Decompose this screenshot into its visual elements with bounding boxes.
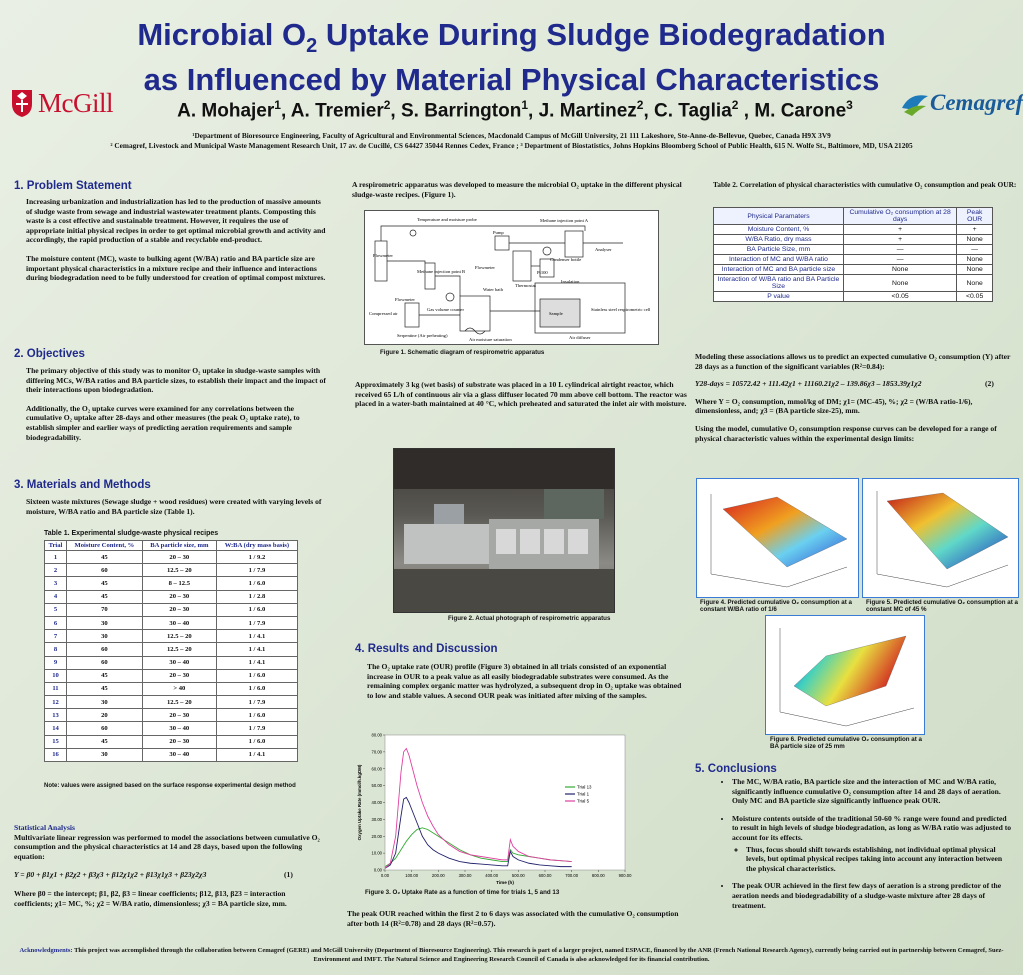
figure-4-caption: Figure 4. Predicted cumulative O₂ consumption at a constant W/BA ratio of 1/6 [700,599,852,613]
table-cell: 1 / 7.9 [216,564,297,577]
table-cell: 20 [67,709,143,722]
table-row [45,735,298,748]
table-row [45,590,298,603]
cemagref-logo: Cemagref [900,88,1010,122]
author-affiliation-mark: 2 [731,98,739,112]
section-1-heading: 1. Problem Statement [14,180,132,192]
schem-label: Insulation [561,279,580,284]
table-cell: 60 [67,656,143,669]
table-cell: 1 / 6.0 [216,669,297,682]
figure-5-caption: Figure 5. Predicted cumulative O₂ consumption at a constant MC of 45 % [866,599,1018,613]
y-tick-label: 50.00 [371,783,382,789]
x-tick-label: 200.00 [431,873,445,878]
y-tick-label: 30.00 [371,816,382,822]
table-cell: 1 / 7.9 [216,696,297,709]
author-name: A. Mohajer [177,100,275,122]
table-row [45,722,298,735]
table-cell: 4 [45,590,67,603]
table-row [45,643,298,656]
table-1-title: Table 1. Experimental sludge-waste physical recipes [44,530,219,537]
table-cell: > 40 [142,682,216,695]
x-tick-label: 800.00 [591,873,605,878]
table-cell: 9 [45,656,67,669]
table-2-title: Table 2. Correlation of physical characteristics with cumulative O₂ consumption and peak OUR: [713,180,1017,189]
table-cell: 12.5 – 20 [142,643,216,656]
table-row [714,265,993,275]
author-affiliation-mark: 1 [521,98,529,112]
table-2-header: Physical Paramaters [714,208,844,225]
stat-heading: Statistical Analysis [14,823,75,832]
conclusions [718,777,1013,918]
figure-3-caption: Figure 3. O₂ Uptake Rate as a function of time for trials 1, 5 and 13 [365,889,560,896]
table-cell: + [957,225,993,235]
figure-6-surface [765,615,925,735]
table-cell: Interaction of MC and BA particle size [714,265,844,275]
table-row [45,551,298,564]
table-row [45,709,298,722]
schem-label: Condenser bottle [550,257,582,262]
schem-label: Gas volume counter [427,307,464,312]
schem-label: Flowmeter [475,265,495,270]
table-cell: 11 [45,682,67,695]
conclusion-subitem: ◦ Thus, focus should shift towards establishing, not individual optimal physical levels, but optimal physical recipes taking into account any interaction between the physical characteristics. [746,845,1013,874]
table-cell: 12.5 – 20 [142,564,216,577]
x-tick-label: 100.00 [405,873,419,878]
table-cell: 1 / 7.9 [216,616,297,629]
table-cell: 20 – 30 [142,551,216,564]
table-cell: 45 [67,682,143,695]
table-cell: 30 – 40 [142,748,216,761]
schem-label: Stainless steel respirometric cell [591,307,651,312]
table-row [45,630,298,643]
x-tick-label: 300.00 [458,873,472,878]
legend-entry: Trial 1 [577,791,590,797]
statistical-analysis: Statistical Analysis Multivariate linear regression was performed to model the associations between cumulative O₂ consumption and the physical characteristics at 14 and 28 days, based upon the following equation: Y = β0 + β1χ1 + β2χ2 + β3χ3 + β12χ1χ2 + β13χ1χ3 + β23χ2χ3 (1) Where β0 = the intercept; β1, β2, β3 = linear coefficients; β12, β13, β23 = interaction coefficients; χ1= MC, %; χ2 = W/BA ratio, dimensionless; χ3 = BA particle size, mm. [14,823,324,908]
table-cell: <0.05 [957,292,993,302]
table-cell: 1 / 2.8 [216,590,297,603]
y-tick-label: 10.00 [371,850,382,856]
table-2-header: Cumulative O₂ consumption at 28 days [843,208,956,225]
schem-label: Air moisture saturation [469,337,512,342]
table-cell: — [957,245,993,255]
table-1-header: Trial [45,541,67,551]
table-row [45,682,298,695]
table-cell: 30 – 40 [142,616,216,629]
table-cell: 30 – 40 [142,722,216,735]
author-name: , S. Barrington [390,100,522,122]
equation-1: Y = β0 + β1χ1 + β2χ2 + β3χ3 + β12χ1χ2 + β13χ1χ3 + β23χ2χ3 (1) [14,870,293,880]
table-cell: 1 / 6.0 [216,603,297,616]
table-cell: 20 – 30 [142,735,216,748]
table-cell: None [957,255,993,265]
mcgill-logo: McGill [10,88,140,120]
table-cell: None [843,265,956,275]
problem-statement-text: Increasing urbanization and industrialization has led to the production of massive amounts of sludge waste from sewage and industrial wastewater treatment plants. Composting this waste is a cost effective and sustainable treatment. However, it requires the use of appropriate initial physical recipes in order to get optimal microbial growth and activity and accordingly, the rapid production of a stable and recyclable end-product. The moisture content (MC), waste to bulking agent (W/BA) ratio and BA particle size are important physical characteristics in a mixture recipe and their influence and interactions during biodegradation need to be fully understood for creation of optimal compost mixtures. [26,197,326,283]
table-cell: 13 [45,709,67,722]
figure-1-schematic [364,210,659,345]
y-tick-label: 0.00 [373,867,382,873]
y-tick-label: 40.00 [371,800,382,805]
table-cell: <0.05 [843,292,956,302]
section-3-heading: 3. Materials and Methods [14,479,151,491]
affiliation-2: ² Cemagref, Livestock and Municipal Waste Management Research Unit, 17 av. de Cucillé, CS 64427 35044 Rennes Cedex, France ; ³ Department of Biostatistics, Johns Hopkins Bloomberg School of Public Health, 615 N. Wolfe St., Baltimore, MD, USA 21205 [110,141,913,150]
table-row [714,245,993,255]
table-cell: 60 [67,722,143,735]
table-cell: None [957,265,993,275]
monitor-shape [434,504,464,526]
author-name: , C. Taglia [643,100,732,122]
table-cell: 45 [67,551,143,564]
table-cell: 30 [67,696,143,709]
y-axis-label: Oxygen Uptake Rate (mmol/h.kgDM) [357,764,362,841]
table-cell: 1 / 9.2 [216,551,297,564]
table-cell: 1 / 6.0 [216,682,297,695]
table-2-header: Peak OUR [957,208,993,225]
schem-label: Flowmeter [395,297,415,302]
poster-title: Microbial $O_2$ Uptake During Sludge Biodegradation as Influenced by Material Physical Characteristics [137,17,886,98]
table-row [45,656,298,669]
author-name: , M. Carone [738,100,847,122]
table-row [714,292,993,302]
x-tick-label: 500.00 [511,873,525,878]
table-row [45,616,298,629]
table-cell: 3 [45,577,67,590]
table-row [45,577,298,590]
table-cell: 20 – 30 [142,603,216,616]
schem-label: Temperature and moisture probe [417,217,477,222]
table-cell: W/BA Ratio, dry mass [714,235,844,245]
table-cell: 30 [67,630,143,643]
table-1 [44,540,298,762]
table-cell: 1 / 4.1 [216,748,297,761]
table-row [714,255,993,265]
table-cell: 14 [45,722,67,735]
apparatus-intro: A respirometric apparatus was developed to measure the microbial O₂ uptake in the different physical sludge-waste recipes. (Figure 1). [352,180,682,199]
table-row [714,235,993,245]
table-cell: 45 [67,669,143,682]
conclusion-item: • The MC, W/BA ratio, BA particle size and the interaction of MC and W/BA ratio, significantly influence cumulative O₂ consumption after 14 and 28 days of aeration. Only MC and BA particle size significantly influence peak OUR. [732,777,1013,806]
author-affiliation-mark: 2 [383,98,391,112]
schem-label: Methane injection point A [540,218,589,223]
table-row [714,275,993,292]
table-cell: 70 [67,603,143,616]
table-1-note: Note: values were assigned based on the surface response experimental design method [44,783,296,789]
legend-entry: Trial 13 [577,784,592,790]
table-1-header: BA particle size, mm [142,541,216,551]
table-cell: 30 [67,748,143,761]
conclusion-item: • Moisture contents outside of the traditional 50-60 % range were found and predicted to result in high levels of sludge biodegradation, as long as W/BA ratio was adjusted to account for its effects. ◦ Thus, focus should shift towards establishing, not individual optimal physical levels, but optimal physical recipes taking into account any interaction between the physical characteristics. [732,814,1013,874]
table-cell: 1 / 6.0 [216,709,297,722]
table-cell: 20 – 30 [142,709,216,722]
table-cell: 1 / 6.0 [216,735,297,748]
table-cell: 20 – 30 [142,590,216,603]
x-tick-label: 400.00 [485,873,499,878]
x-axis-label: Time (h) [496,880,514,885]
schem-label: Air diffuser [569,335,591,340]
table-cell: 1 / 6.0 [216,577,297,590]
table-cell: 1 / 4.1 [216,656,297,669]
figure-5-surface [862,478,1019,598]
table-cell: 20 – 30 [142,669,216,682]
table-cell: 5 [45,603,67,616]
table-row [45,748,298,761]
acknowledgments: Acknowledgments: This project was accomplished through the collaboration between Cemagref (GERE) and McGill University (Department of Bioresource Engineering). This research is part of a larger project, named ESPACE, financed by the ANR (French National Research Agency), currently being carried out in partnership between Cemagref, Suez-Environment and IMFT. The Natural Science and Engineering Research Council of Canada is also acknowledged for its financial contribution. [19,947,1004,963]
table-cell: 6 [45,616,67,629]
legend-entry: Trial 5 [577,798,590,804]
author-name: , A. Tremier [280,100,384,122]
table-cell: 7 [45,630,67,643]
table-cell: 12.5 – 20 [142,696,216,709]
affiliation-1: ¹Department of Bioresource Engineering, Faculty of Agricultural and Environmental Sciences, Macdonald Campus of McGill University, 21 111 Lakeshore, Ste-Anne-de-Bellevue, Quebec, Canada H9X 3V9 [192,131,831,140]
table-cell: 60 [67,643,143,656]
section-2-heading: 2. Objectives [14,348,85,360]
section-4-heading: 4. Results and Discussion [355,643,498,655]
author-name: , J. Martinez [528,100,637,122]
table-cell: Interaction of MC and W/BA ratio [714,255,844,265]
methods-text: Sixteen waste mixtures (Sewage sludge + wood residues) were created with varying levels of moisture, W/BA ratio and BA particle size (Table 1). [26,497,322,516]
mcgill-shield-icon [10,88,34,118]
table-cell: + [843,225,956,235]
table-cell: 15 [45,735,67,748]
table-row [45,603,298,616]
figure-2-caption: Figure 2. Actual photograph of respirometric apparatus [448,615,611,622]
section-5-heading: 5. Conclusions [695,763,777,775]
table-cell: Moisture Content, % [714,225,844,235]
table-cell: 8 [45,643,67,656]
schem-label: Sample [549,311,563,316]
x-tick-label: 900.00 [618,873,632,878]
figure-6-caption: Figure 6. Predicted cumulative O₂ consumption at a BA particle size of 25 mm [770,736,922,750]
table-cell: 12 [45,696,67,709]
table-row [714,225,993,235]
table-2 [713,207,993,302]
author-affiliation-mark: 3 [846,98,853,112]
peak-our-text: The peak OUR reached within the first 2 to 6 days was associated with the cumulative O₂ consumption after both 14 (R²=0.78) and 28 days (R²=0.57). [347,909,679,928]
table-row [45,669,298,682]
table-cell: 45 [67,590,143,603]
author-affiliation-mark: 1 [274,98,281,112]
table-cell: None [843,275,956,292]
x-tick-label: 700.00 [565,873,579,878]
apparatus-description: Approximately 3 kg (wet basis) of substrate was placed in a 10 L cylindrical airtight reactor, which received 65 L/h of continuous air via a glass diffuser located 70 mm above cell bottom. The reactor was placed in a water-bath maintained at 40 °C, which preheated and saturated the inlet air with moisture. [355,380,687,409]
schem-label: Pump [493,230,504,235]
authors-line [120,98,910,122]
conclusion-item: • The peak OUR achieved in the first few days of aeration is a strong predictor of the aeration needs and biodegradability of a sludge-waste mixture after 28 days of treatment. [732,881,1013,910]
table-cell: 1 / 4.1 [216,643,297,656]
x-tick-label: 0.00 [380,873,390,878]
table-cell: 1 / 7.9 [216,722,297,735]
table-1-header: Moisture Content, % [67,541,143,551]
table-cell: 45 [67,735,143,748]
table-cell: 30 [67,616,143,629]
table-cell: 2 [45,564,67,577]
figure-2-photo [393,448,615,613]
figure-4-surface [696,478,859,598]
schem-label: Serpentine (Air preheating) [397,333,448,338]
table-cell: BA Particle Size, mm [714,245,844,255]
table-cell: 1 [45,551,67,564]
table-row [45,564,298,577]
table-cell: None [957,235,993,245]
y-tick-label: 70.00 [371,749,382,755]
table-cell: 16 [45,748,67,761]
table-cell: — [843,255,956,265]
table-cell: + [843,235,956,245]
table-cell: 60 [67,564,143,577]
schem-label: Compressed air [369,311,398,316]
table-cell: — [843,245,956,255]
table-cell: 30 – 40 [142,656,216,669]
table-cell: None [957,275,993,292]
figure-3-chart [355,727,640,887]
results-text: The O₂ uptake rate (OUR) profile (Figure 3) obtained in all trials consisted of an exponential increase in OUR to a peak value as all easily biodegradable substrates were consumed. As the remaining complex organic matter was hydrolyzed, a subsequent drop in O₂ uptake was obtained to low and stable values. A second OUR peak was initiated after mixing of the samples. [367,662,682,700]
x-tick-label: 600.00 [538,873,552,878]
table-cell: 12.5 – 20 [142,630,216,643]
model-text: Modeling these associations allows us to predict an expected cumulative O₂ consumption (Y) after 28 days as a function of the significant variables (R²=0.84): Y28-days = 10572.42 + 111.42χ1 + 11160.21χ2 – 139.86χ3 – 1853.39χ1χ2 (2) Where Y = O₂ consumption, mmol/kg of DM; χ1= (MC-45), %; χ2 = (W/BA ratio-1/6), dimensionless, and; χ3 = (BA particle size-25), mm. Using the model, cumulative O₂ consumption response curves can be developed for a range of physical characteristic values within the experimental design limits: [695,352,1015,443]
schem-label: Thermostat [515,283,536,288]
schem-label: Water bath [483,287,503,292]
table-cell: 45 [67,577,143,590]
table-cell: 8 – 12.5 [142,577,216,590]
equation-2: Y28-days = 10572.42 + 111.42χ1 + 11160.21χ2 – 139.86χ3 – 1853.39χ1χ2 (2) [695,379,994,389]
author-affiliation-mark: 2 [636,98,644,112]
table-cell: P value [714,292,844,302]
table-cell: 10 [45,669,67,682]
figure-1-caption: Figure 1. Schematic diagram of respirometric apparatus [380,349,545,356]
schem-label: Flowmeter [373,253,393,258]
table-row [45,696,298,709]
table-cell: 1 / 4.1 [216,630,297,643]
y-tick-label: 60.00 [371,766,382,772]
table-1-header: W:BA (dry mass basis) [216,541,297,551]
schem-label: Pt100 [537,270,548,275]
y-tick-label: 80.00 [371,732,382,738]
objectives-text: The primary objective of this study was to monitor O₂ uptake in sludge-waste samples with differing MCs, W/BA ratios and BA particle sizes, to establish their impact and the impact of their interactions upon biodegradation. Additionally, the O₂ uptake curves were examined for any correlations between the cumulative O₂ uptake after 28-days and other measures (the peak O₂ uptake rate), to establish simpler and earlier ways of predicting aeration requirements and sample biodegradability. [26,366,326,442]
schem-label: Analyser [595,247,612,252]
schem-label: Methane injection point B [417,269,466,274]
table-cell: Interaction of W/BA ratio and BA Particle Size [714,275,844,292]
y-tick-label: 20.00 [371,833,382,839]
